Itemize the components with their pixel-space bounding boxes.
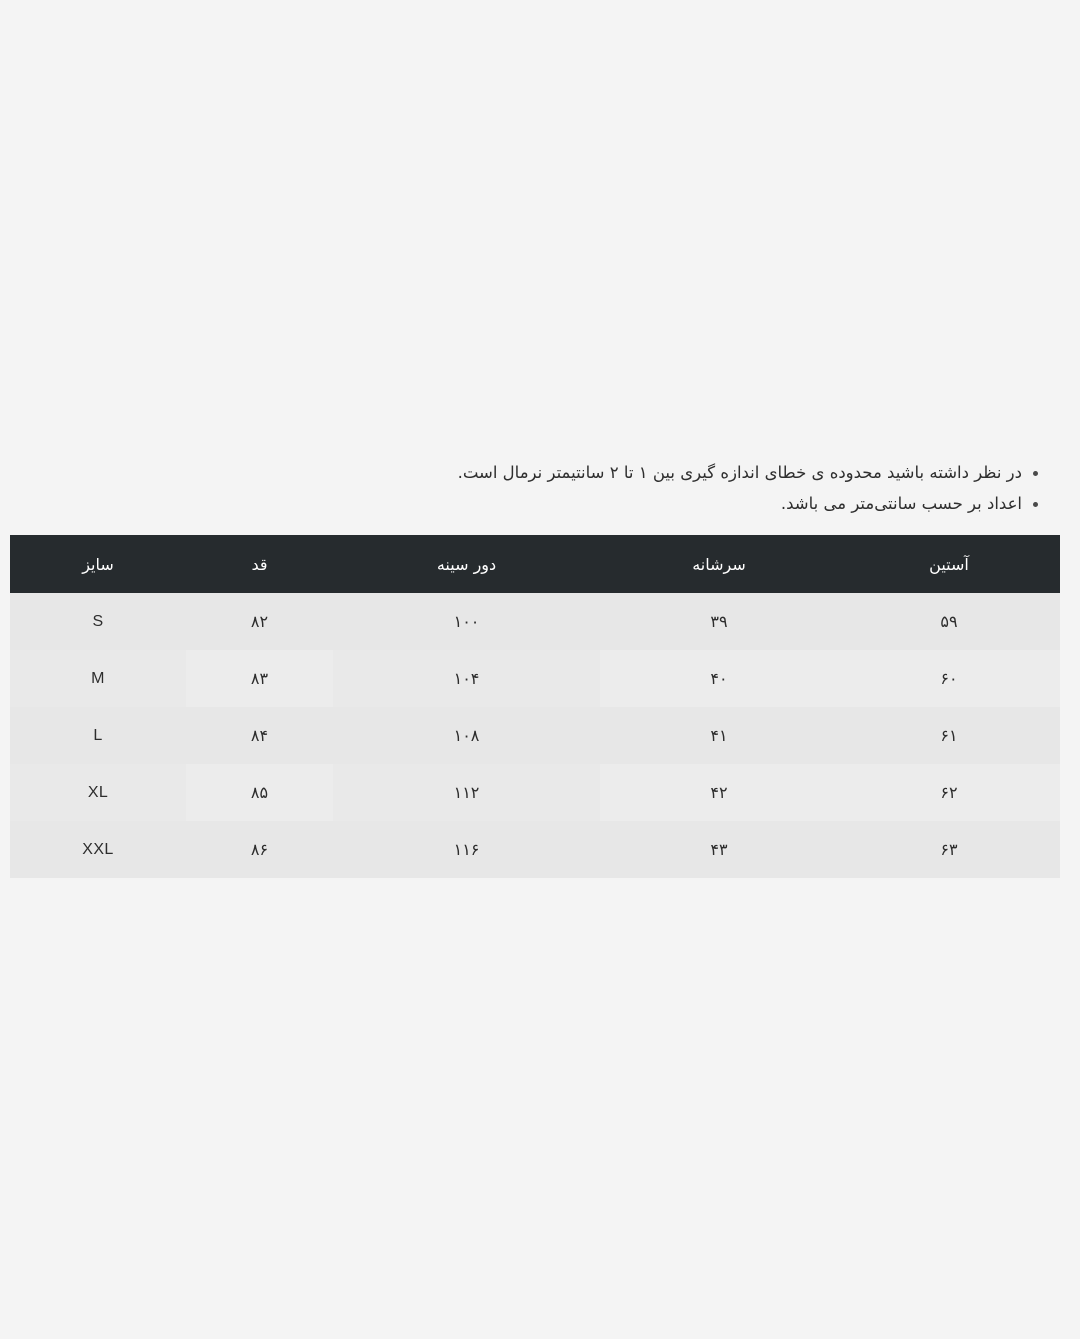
cell-chest: ۱۰۸ [333, 707, 600, 764]
table-body [10, 593, 1060, 878]
cell-shoulder: ۴۱ [600, 707, 838, 764]
column-header-sleeve: آستین [838, 535, 1060, 593]
column-header-shoulder: سرشانه [600, 535, 838, 593]
cell-size: L [10, 707, 186, 764]
cell-sleeve: ۶۱ [838, 707, 1060, 764]
cell-length: ۸۳ [186, 650, 333, 707]
cell-sleeve: ۶۳ [838, 821, 1060, 878]
column-header-chest: دور سینه [333, 535, 600, 593]
column-header-length: قد [186, 535, 333, 593]
table-header-row [10, 535, 1060, 593]
cell-size: XL [10, 764, 186, 821]
cell-sleeve: ۶۲ [838, 764, 1060, 821]
cell-length: ۸۲ [186, 593, 333, 650]
cell-length: ۸۶ [186, 821, 333, 878]
table-row [10, 821, 1060, 878]
cell-length: ۸۵ [186, 764, 333, 821]
note-item: در نظر داشته باشید محدوده ی خطای اندازه گیری بین ۱ تا ۲ سانتیمتر نرمال است. [20, 458, 1040, 489]
size-guide-content [20, 458, 1060, 878]
cell-shoulder: ۳۹ [600, 593, 838, 650]
cell-size: M [10, 650, 186, 707]
column-header-size: سایز [10, 535, 186, 593]
cell-sleeve: ۶۰ [838, 650, 1060, 707]
cell-chest: ۱۰۰ [333, 593, 600, 650]
cell-chest: ۱۱۶ [333, 821, 600, 878]
cell-length: ۸۴ [186, 707, 333, 764]
table-row [10, 707, 1060, 764]
cell-shoulder: ۴۳ [600, 821, 838, 878]
table-header [10, 535, 1060, 593]
table-row [10, 593, 1060, 650]
measurement-notes [20, 458, 1060, 519]
note-item: اعداد بر حسب سانتی‌متر می باشد. [20, 489, 1040, 520]
cell-size: S [10, 593, 186, 650]
cell-sleeve: ۵۹ [838, 593, 1060, 650]
cell-chest: ۱۰۴ [333, 650, 600, 707]
cell-shoulder: ۴۰ [600, 650, 838, 707]
cell-shoulder: ۴۲ [600, 764, 838, 821]
cell-size: XXL [10, 821, 186, 878]
table-row [10, 650, 1060, 707]
size-chart-table [10, 535, 1060, 878]
cell-chest: ۱۱۲ [333, 764, 600, 821]
table-row [10, 764, 1060, 821]
